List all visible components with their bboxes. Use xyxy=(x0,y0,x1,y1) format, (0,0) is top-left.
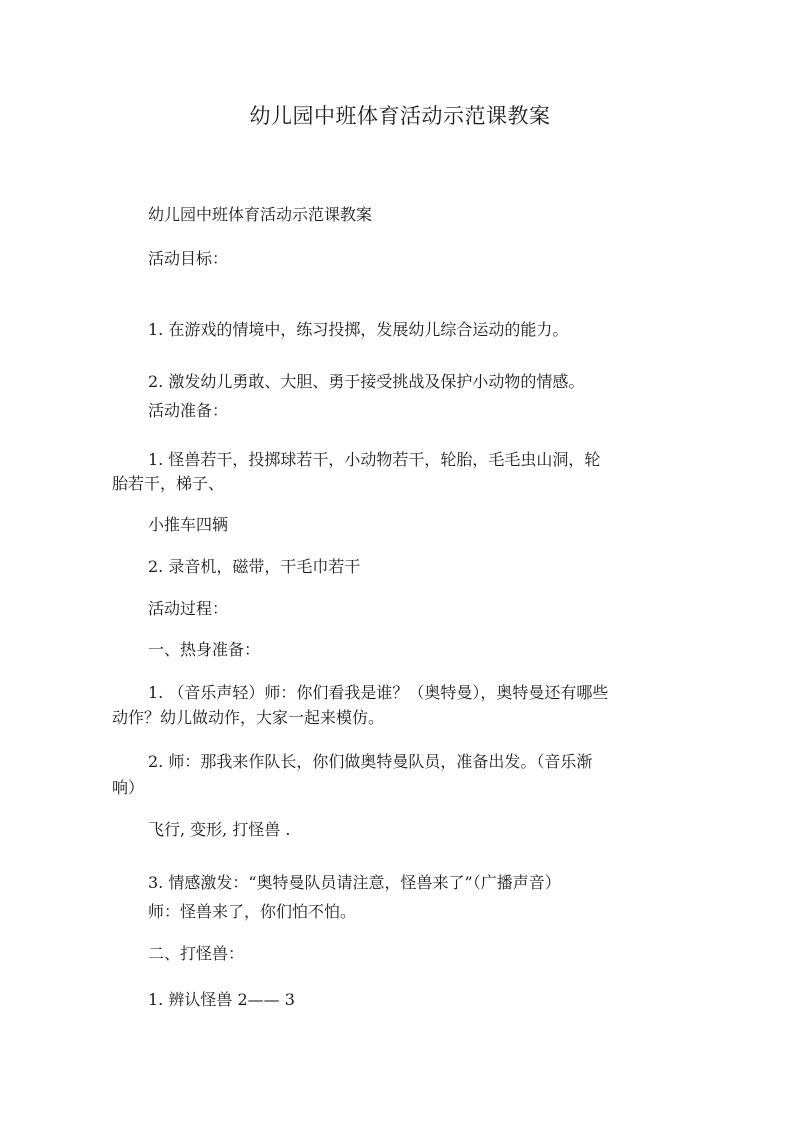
warmup-item-2-continued: 响） xyxy=(112,778,145,797)
warmup-item-1: 1. （音乐声轻）师：你们看我是谁？（奥特曼），奥特曼还有哪些 xyxy=(148,683,609,702)
preparation-item-1-extra: 小推车四辆 xyxy=(148,515,229,534)
goal-item-1: 1. 在游戏的情境中，练习投掷，发展幼儿综合运动的能力。 xyxy=(148,320,569,339)
warmup-item-3-teacher: 师：怪兽来了，你们怕不怕。 xyxy=(148,902,357,921)
document-title: 幼儿园中班体育活动示范课教案 xyxy=(249,104,551,128)
section-heading-goals: 活动目标： xyxy=(148,249,229,268)
warmup-item-1-continued: 动作？幼儿做动作，大家一起来模仿。 xyxy=(112,708,385,727)
warmup-item-2: 2. 师：那我来作队长，你们做奥特曼队员，准备出发。（音乐渐 xyxy=(148,752,593,771)
process-step-fight: 二、打怪兽： xyxy=(148,944,245,963)
section-heading-process: 活动过程： xyxy=(148,599,229,618)
warmup-actions: 飞行, 变形, 打怪兽 . xyxy=(148,820,291,839)
section-heading-preparation: 活动准备： xyxy=(148,401,229,420)
preparation-item-1: 1. 怪兽若干，投掷球若干，小动物若干，轮胎，毛毛虫山洞，轮 xyxy=(148,450,601,469)
warmup-item-3: 3. 情感激发：“奥特曼队员请注意，怪兽来了”（广播声音） xyxy=(148,873,561,892)
preparation-item-2: 2. 录音机，磁带，干毛巾若干 xyxy=(148,557,361,576)
goal-item-2: 2. 激发幼儿勇敢、大胆、勇于接受挑战及保护小动物的情感。 xyxy=(148,372,585,391)
fight-item-1: 1. 辨认怪兽 2—— 3 xyxy=(148,990,295,1009)
subtitle-line: 幼儿园中班体育活动示范课教案 xyxy=(148,205,373,224)
preparation-item-1-continued: 胎若干，梯子、 xyxy=(112,474,225,493)
process-step-warmup: 一、热身准备： xyxy=(148,640,261,659)
